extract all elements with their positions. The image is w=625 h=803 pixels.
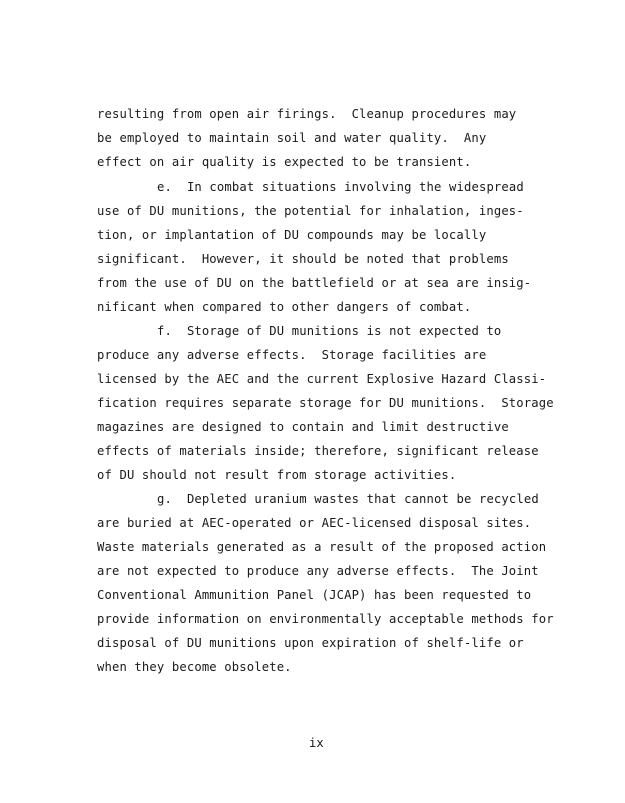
paragraph-e-first-line: e. In combat situations involving the widespread xyxy=(157,180,524,194)
text-line: Waste materials generated as a result of the proposed action xyxy=(97,540,547,554)
text-line: are not expected to produce any adverse effects. The Joint xyxy=(97,564,539,578)
text-line: disposal of DU munitions upon expiration of shelf-life or xyxy=(97,636,524,650)
text-line: resulting from open air firings. Cleanup procedures may xyxy=(97,107,517,121)
text-line: of DU should not result from storage activities. xyxy=(97,468,457,482)
text-line: be employed to maintain soil and water quality. Any xyxy=(97,131,487,145)
text-line: produce any adverse effects. Storage facilities are xyxy=(97,348,487,362)
text-line: tion, or implantation of DU compounds may be locally xyxy=(97,228,487,242)
text-line: fication requires separate storage for DU munitions. Storage xyxy=(97,396,554,410)
text-line: magazines are designed to contain and limit destructive xyxy=(97,420,509,434)
text-line: provide information on environmentally acceptable methods for xyxy=(97,612,554,626)
text-line: effects of materials inside; therefore, significant release xyxy=(97,444,539,458)
text-line: significant. However, it should be noted that problems xyxy=(97,252,509,266)
paragraph-f-first-line: f. Storage of DU munitions is not expected to xyxy=(157,324,502,338)
text-line: when they become obsolete. xyxy=(97,660,292,674)
text-line: licensed by the AEC and the current Explosive Hazard Classi- xyxy=(97,372,547,386)
text-line: nificant when compared to other dangers of combat. xyxy=(97,300,472,314)
text-line: effect on air quality is expected to be transient. xyxy=(97,155,472,169)
text-line: are buried at AEC-operated or AEC-licensed disposal sites. xyxy=(97,516,532,530)
text-line: use of DU munitions, the potential for inhalation, inges- xyxy=(97,204,524,218)
page-number: ix xyxy=(309,736,324,750)
text-line: Conventional Ammunition Panel (JCAP) has been requested to xyxy=(97,588,532,602)
paragraph-g-first-line: g. Depleted uranium wastes that cannot be recycled xyxy=(157,492,539,506)
text-line: from the use of DU on the battlefield or at sea are insig- xyxy=(97,276,532,290)
